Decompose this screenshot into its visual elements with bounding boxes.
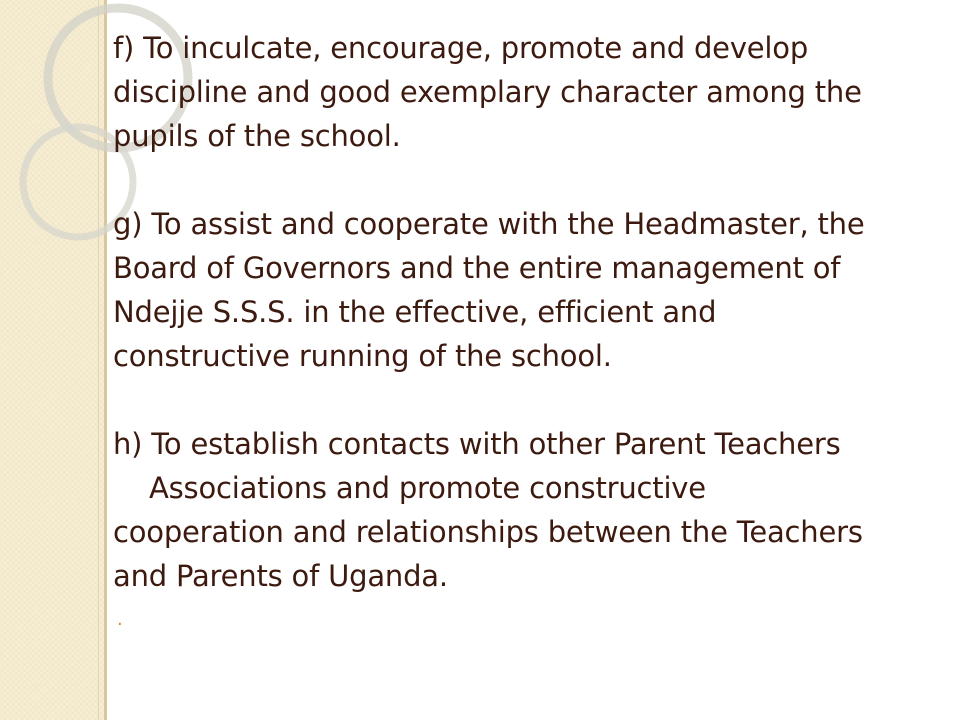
paragraph-f-line-2: discipline and good exemplary character among the [113,75,862,109]
paragraph-h-line-2: Associations and promote constructive [149,471,706,505]
paragraph-h-line-1: h) To establish contacts with other Parent Teachers [113,427,841,461]
paragraph-h-line-3: cooperation and relationships between the Teachers [113,515,863,549]
paragraph-g-line-1: g) To assist and cooperate with the Headmaster, the [113,207,865,241]
paragraph-h-line-4: and Parents of Uganda. [113,559,448,593]
paragraph-gap [113,378,943,422]
slide-body [113,26,943,642]
paragraph-g-line-4: constructive running of the school. [113,339,612,373]
trailing-bullet-mark: . [117,609,123,630]
paragraph-g-line-2: Board of Governors and the entire management of [113,251,841,285]
paragraph-g-line-3: Ndejje S.S.S. in the effective, efficient and [113,295,717,329]
paragraph-gap [113,158,943,202]
paragraph-f-line-3: pupils of the school. [113,119,401,153]
paragraph-f-line-1: f) To inculcate, encourage, promote and develop [113,31,809,65]
